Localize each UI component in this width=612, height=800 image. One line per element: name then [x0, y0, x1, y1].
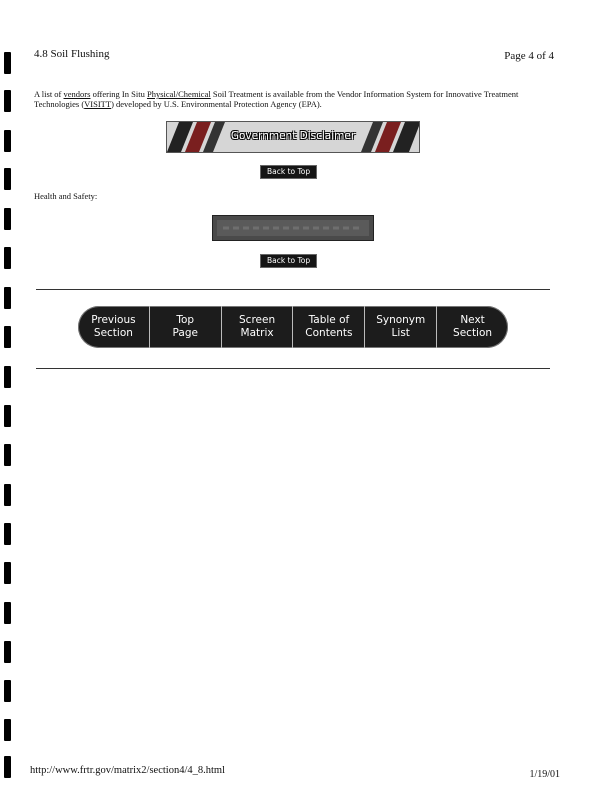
- intro-text: Soil Treatment is available from the Vendor Information System for Innovative Treatment Technologies (: [34, 89, 519, 109]
- physical-chemical-link[interactable]: Physical/Chemical: [146, 89, 211, 99]
- page-title: 4.8 Soil Flushing: [34, 48, 110, 60]
- synonym-list-button[interactable]: [364, 306, 436, 348]
- print-date: 1/19/01: [529, 769, 560, 780]
- back-to-top-button[interactable]: Back to Top: [260, 165, 317, 179]
- divider: [36, 368, 550, 369]
- nav-label: Previous: [91, 314, 136, 326]
- nav-label: Section: [453, 327, 493, 339]
- divider: [36, 289, 550, 290]
- government-disclaimer-label: Government Disclaimer: [230, 130, 356, 142]
- nav-label: Screen: [239, 314, 276, 326]
- intro-text: offering In Situ: [90, 89, 147, 99]
- back-to-top-button[interactable]: Back to Top: [260, 254, 317, 268]
- vendors-link[interactable]: vendors: [63, 89, 91, 99]
- section-navigation-bar: [78, 306, 508, 348]
- banner-texture: [213, 216, 373, 240]
- top-page-button[interactable]: [149, 306, 221, 348]
- next-section-button[interactable]: [436, 306, 508, 348]
- nav-label: Synonym: [376, 314, 426, 326]
- intro-text: ) developed by U.S. Environmental Protection Agency (EPA).: [111, 99, 322, 109]
- intro-text: A list of: [34, 89, 64, 99]
- nav-label: Table of: [308, 314, 350, 326]
- nav-label: Section: [93, 327, 133, 339]
- scan-margin-marks: [4, 0, 12, 800]
- health-safety-banner-image: [212, 215, 374, 241]
- page-indicator: Page 4 of 4: [504, 50, 554, 62]
- health-safety-heading: Health and Safety:: [34, 191, 98, 201]
- nav-label: Page: [172, 327, 198, 339]
- page-url: http://www.frtr.gov/matrix2/section4/4_8.html: [30, 765, 226, 776]
- previous-section-button[interactable]: [78, 306, 149, 348]
- nav-label: List: [391, 327, 410, 339]
- nav-label: Next: [460, 314, 485, 326]
- visitt-link[interactable]: VISITT: [84, 99, 112, 109]
- government-disclaimer-button[interactable]: [166, 121, 420, 153]
- nav-label: Matrix: [240, 327, 274, 339]
- nav-label: Contents: [305, 327, 353, 339]
- screen-matrix-button[interactable]: [221, 306, 293, 348]
- vendor-info-paragraph: [34, 89, 554, 109]
- table-of-contents-button[interactable]: [292, 306, 364, 348]
- nav-label: Top: [176, 314, 195, 326]
